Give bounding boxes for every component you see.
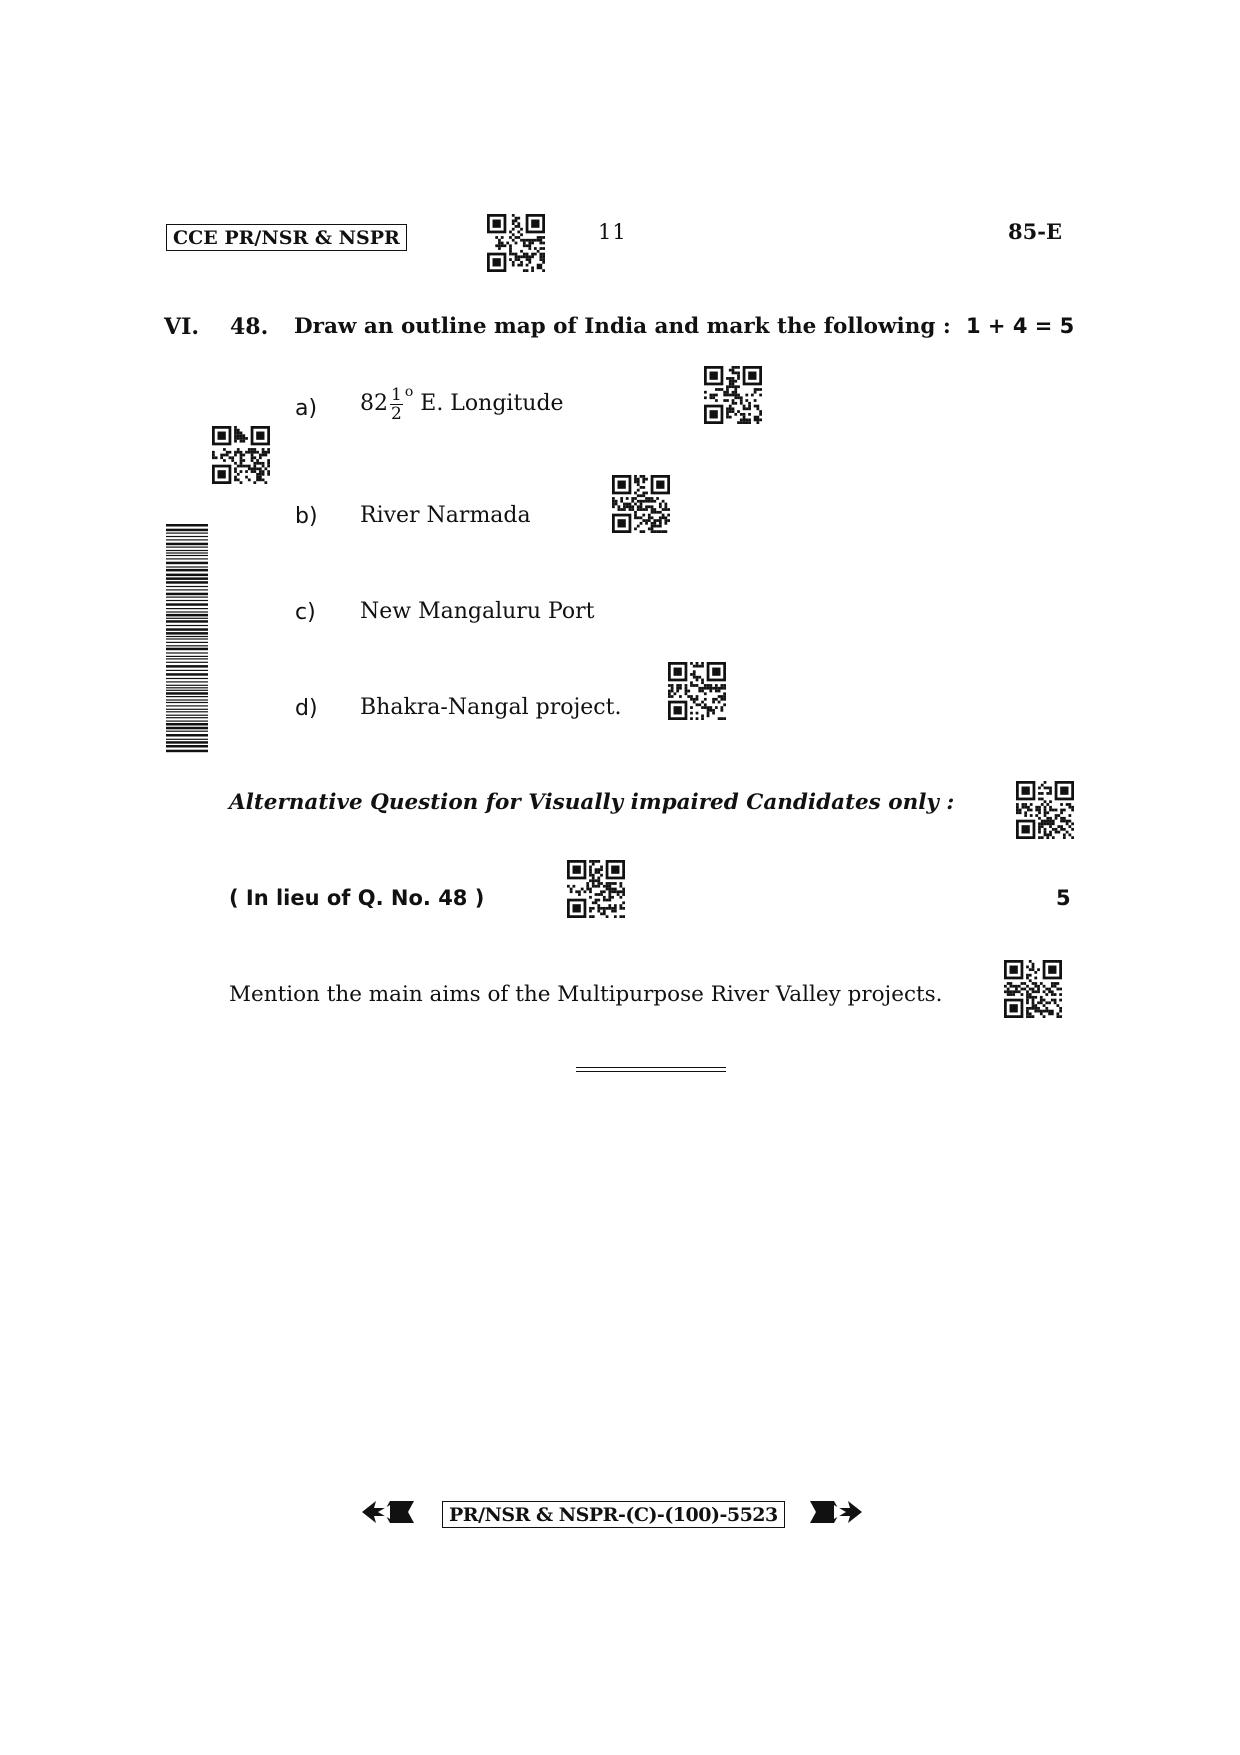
longitude-suffix: E. Longitude: [420, 391, 564, 416]
alternative-question-text: Mention the main aims of the Multipurpose River Valley projects.: [229, 982, 943, 1007]
qr-code-icon: [1004, 960, 1062, 1018]
question-number: 48.: [230, 314, 269, 340]
item-label: d): [295, 696, 318, 721]
item-label: c): [295, 600, 316, 625]
in-lieu-note: ( In lieu of Q. No. 48 ): [229, 886, 485, 910]
qr-code-icon: [668, 662, 726, 720]
fraction-denominator: 2: [391, 403, 402, 424]
series-code-box: CCE PR/NSR & NSPR: [166, 224, 407, 251]
item-text-longitude: [360, 384, 564, 423]
paper-code: 85-E: [1008, 219, 1062, 244]
question-text: Draw an outline map of India and mark the following :: [294, 314, 951, 339]
qr-code-icon: [1016, 781, 1074, 839]
fraction-numerator: 1: [391, 384, 402, 405]
question-marks: 1 + 4 = 5: [966, 314, 1075, 338]
qr-code-icon: [612, 475, 670, 533]
qr-code-icon: [487, 214, 545, 272]
end-rule: [576, 1067, 726, 1072]
fraction: [390, 386, 403, 423]
qr-code-icon: [212, 426, 270, 484]
item-text: Bhakra-Nangal project.: [360, 695, 622, 720]
footer-code-box: PR/NSR & NSPR-(C)-(100)-5523: [442, 1501, 785, 1528]
item-label: a): [295, 396, 318, 421]
arrow-right-icon: [808, 1498, 864, 1526]
item-label: b): [295, 504, 318, 529]
barcode-icon: [166, 524, 208, 754]
alternative-marks: 5: [1056, 886, 1071, 910]
page-number: 11: [598, 220, 627, 244]
longitude-degrees: 82: [360, 391, 388, 416]
qr-code-icon: [567, 860, 625, 918]
item-text: River Narmada: [360, 503, 531, 528]
degree-symbol: o: [404, 384, 414, 400]
arrow-left-icon: [360, 1498, 416, 1526]
item-text: New Mangaluru Port: [360, 599, 595, 624]
qr-code-icon: [704, 366, 762, 424]
alternative-heading: Alternative Question for Visually impaired Candidates only :: [229, 790, 955, 815]
section-number: VI.: [164, 314, 200, 340]
